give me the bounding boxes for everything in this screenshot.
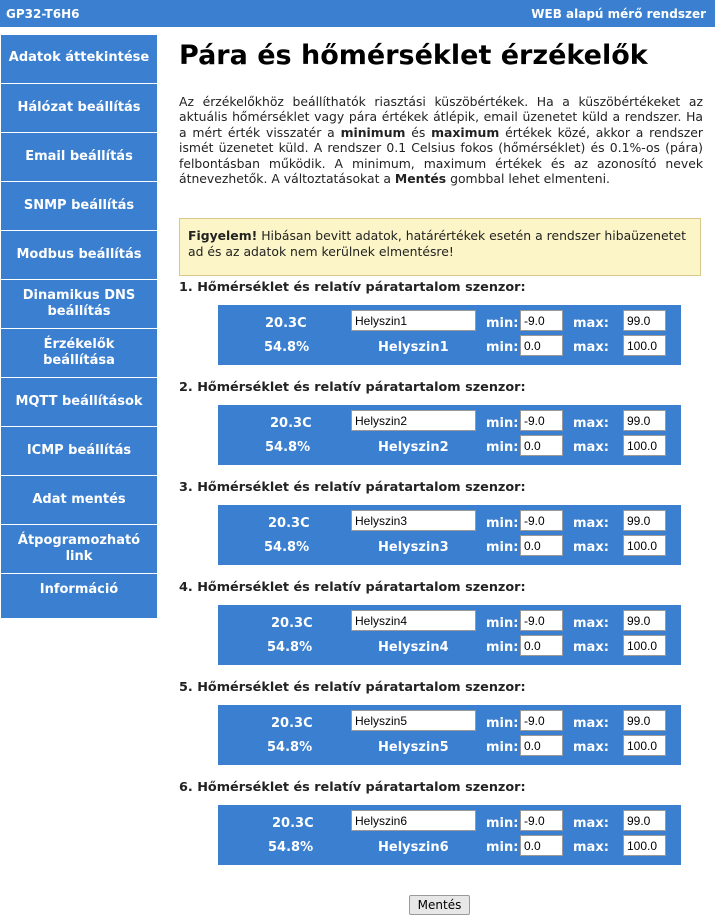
sensor-panel — [218, 405, 681, 465]
humidity-value: 54.8% — [267, 640, 313, 655]
sidebar-item-network[interactable]: Hálózat beállítás — [1, 84, 157, 132]
intro-part-2: és — [405, 124, 432, 140]
hum-max-input[interactable] — [623, 735, 666, 756]
sensor-panel — [218, 305, 681, 365]
sensor-name-input[interactable] — [351, 810, 476, 831]
temp-max-label: max: — [573, 716, 609, 731]
sensor-name-label: Helyszin2 — [378, 440, 449, 455]
sensor-name-input[interactable] — [351, 310, 476, 331]
intro-bold-maximum: maximum — [431, 124, 500, 140]
save-button[interactable]: Mentés — [409, 895, 470, 915]
sidebar-item-info[interactable]: Információ — [1, 574, 157, 618]
hum-max-input[interactable] — [623, 435, 666, 456]
sensor-name-input[interactable] — [351, 710, 476, 731]
hum-min-label: min: — [486, 840, 519, 855]
hum-min-input[interactable] — [520, 535, 563, 556]
sidebar-item-email[interactable]: Email beállítás — [1, 133, 157, 181]
hum-max-label: max: — [573, 640, 609, 655]
intro-part-3: értékek közé, akkor a rendszer ismét üzenetet küld. A rendszer 0.1 Celsius fokos (hőmérséklet) és 0.1%-os (pára) felbontásban működik. A minimum, maximum értékek és az azonosító nevek átnevezhetők. A változtatásokat a — [179, 124, 703, 187]
hum-max-input[interactable] — [623, 535, 666, 556]
hum-max-input[interactable] — [623, 635, 666, 656]
temperature-value: 20.3C — [265, 316, 307, 331]
sensor-panel — [218, 605, 681, 665]
sensor-title: 3. Hőmérséklet és relatív páratartalom szenzor: — [179, 480, 526, 495]
temp-min-input[interactable] — [520, 310, 563, 331]
hum-min-input[interactable] — [520, 435, 563, 456]
warning-label: Figyelem! — [188, 228, 258, 243]
intro-part-1: Az érzékelőkhöz beállíthatók riasztási küszöbértékek. Ha a küszöbértékeket az aktuális hőmérséklet vagy pára értékek átlépik, email üzenetet küld a rendszer. Ha a mért érték visszatér a — [179, 94, 703, 140]
temp-min-input[interactable] — [520, 610, 563, 631]
temperature-value: 20.3C — [271, 716, 313, 731]
hum-min-label: min: — [486, 640, 519, 655]
temp-max-input[interactable] — [623, 610, 666, 631]
hum-min-label: min: — [486, 440, 519, 455]
temp-max-label: max: — [573, 416, 609, 431]
top-bar — [0, 0, 715, 27]
temp-min-label: min: — [486, 516, 519, 531]
hum-max-label: max: — [573, 440, 609, 455]
sensor-name-label: Helyszin4 — [378, 640, 449, 655]
sidebar-item-sensors[interactable]: Érzékelők beállítása — [1, 329, 157, 377]
sidebar-item-data-save[interactable]: Adat mentés — [1, 476, 157, 524]
temp-max-input[interactable] — [623, 510, 666, 531]
warning-text: Hibásan bevitt adatok, határértékek esetén a rendszer hibaüzenetet ad és az adatok nem kerülnek elmentésre! — [188, 228, 686, 259]
hum-max-input[interactable] — [623, 835, 666, 856]
hum-max-label: max: — [573, 540, 609, 555]
sensor-name-label: Helyszin5 — [378, 740, 449, 755]
hum-min-input[interactable] — [520, 835, 563, 856]
hum-max-label: max: — [573, 840, 609, 855]
temp-max-label: max: — [573, 616, 609, 631]
sidebar-item-ddns[interactable]: Dinamikus DNS beállítás — [1, 280, 157, 328]
hum-min-input[interactable] — [520, 735, 563, 756]
temp-max-label: max: — [573, 516, 609, 531]
sensor-name-label: Helyszin6 — [378, 840, 449, 855]
sensor-panel — [218, 505, 681, 565]
humidity-value: 54.8% — [264, 540, 310, 555]
sensor-name-input[interactable] — [351, 410, 476, 431]
sensor-title: 2. Hőmérséklet és relatív páratartalom szenzor: — [179, 380, 526, 395]
hum-max-label: max: — [573, 340, 609, 355]
sensor-name-label: Helyszin1 — [378, 340, 449, 355]
hum-min-input[interactable] — [520, 335, 563, 356]
page-title: Pára és hőmérséklet érzékelők — [179, 40, 648, 71]
temp-min-label: min: — [486, 616, 519, 631]
sidebar-item-snmp[interactable]: SNMP beállítás — [1, 182, 157, 230]
sensor-panel — [218, 705, 681, 765]
hum-max-label: max: — [573, 740, 609, 755]
temp-min-label: min: — [486, 316, 519, 331]
temp-max-input[interactable] — [623, 710, 666, 731]
temperature-value: 20.3C — [270, 416, 312, 431]
temp-min-label: min: — [486, 816, 519, 831]
temp-max-label: max: — [573, 316, 609, 331]
intro-bold-minimum: minimum — [340, 124, 406, 140]
temperature-value: 20.3C — [272, 816, 314, 831]
hum-min-label: min: — [486, 740, 519, 755]
sidebar-item-modbus[interactable]: Modbus beállítás — [1, 231, 157, 279]
temp-min-label: min: — [486, 416, 519, 431]
intro-part-4: gombbal lehet elmenteni. — [446, 171, 610, 187]
hum-max-input[interactable] — [623, 335, 666, 356]
intro-text — [179, 94, 703, 186]
intro-bold-save: Mentés — [394, 171, 447, 187]
hum-min-input[interactable] — [520, 635, 563, 656]
hum-min-label: min: — [486, 340, 519, 355]
temp-min-input[interactable] — [520, 710, 563, 731]
humidity-value: 54.8% — [267, 740, 313, 755]
temp-max-input[interactable] — [623, 310, 666, 331]
sidebar-nav — [1, 35, 157, 619]
sensor-title: 1. Hőmérséklet és relatív páratartalom szenzor: — [179, 280, 526, 295]
temperature-value: 20.3C — [268, 516, 310, 531]
humidity-value: 54.8% — [265, 440, 311, 455]
temp-max-label: max: — [573, 816, 609, 831]
sensor-title: 6. Hőmérséklet és relatív páratartalom szenzor: — [179, 780, 526, 795]
temperature-value: 20.3C — [271, 616, 313, 631]
sensor-title: 5. Hőmérséklet és relatív páratartalom szenzor: — [179, 680, 526, 695]
sensor-name-label: Helyszin3 — [378, 540, 449, 555]
temp-max-input[interactable] — [623, 410, 666, 431]
temp-min-input[interactable] — [520, 410, 563, 431]
temp-min-input[interactable] — [520, 510, 563, 531]
system-name: WEB alapú mérő rendszer — [531, 7, 706, 21]
warning-box — [179, 218, 701, 276]
sidebar-item-overview[interactable]: Adatok áttekintése — [1, 35, 157, 83]
sensor-title: 4. Hőmérséklet és relatív páratartalom szenzor: — [179, 580, 526, 595]
sensor-panel — [218, 805, 681, 865]
sidebar-item-icmp[interactable]: ICMP beállítás — [1, 427, 157, 475]
humidity-value: 54.8% — [268, 840, 314, 855]
sensor-name-input[interactable] — [351, 610, 476, 631]
temp-min-label: min: — [486, 716, 519, 731]
device-name: GP32-T6H6 — [6, 7, 80, 21]
temp-min-input[interactable] — [520, 810, 563, 831]
hum-min-label: min: — [486, 540, 519, 555]
sidebar-item-mqtt[interactable]: MQTT beállítások — [1, 378, 157, 426]
temp-max-input[interactable] — [623, 810, 666, 831]
sidebar-item-redirect-link[interactable]: Átpogramozható link — [1, 525, 157, 573]
humidity-value: 54.8% — [264, 340, 310, 355]
sensor-name-input[interactable] — [351, 510, 476, 531]
